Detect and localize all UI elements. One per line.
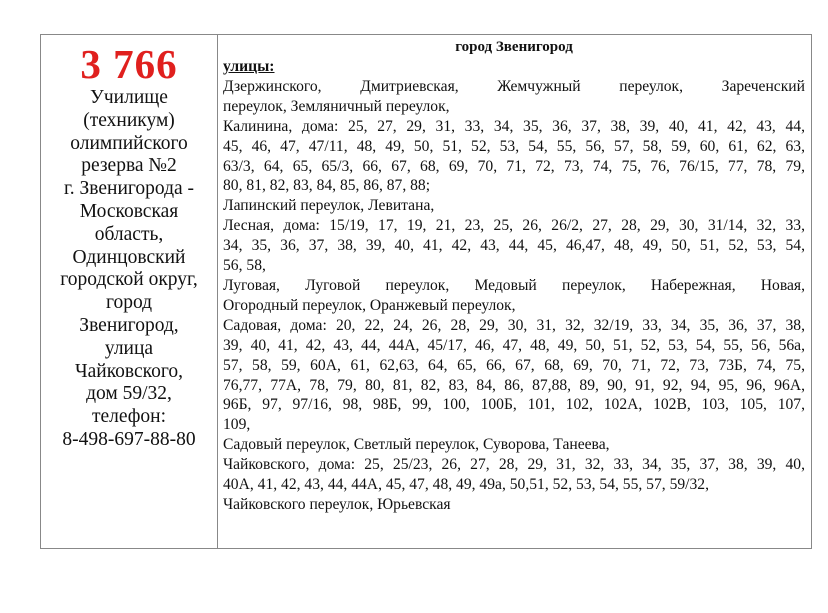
address-line: олимпийского	[70, 132, 188, 154]
address-line: Одинцовский	[72, 246, 186, 268]
street-line: Чайковского, дома: 25, 25/23, 26, 27, 28, 29, 31, 32, 33, 34, 35, 37, 38, 39, 40,	[223, 456, 805, 474]
street-line: 109,	[223, 416, 251, 434]
streets-list	[223, 77, 805, 515]
address-line: Звенигород,	[79, 314, 179, 336]
street-line: Чайковского переулок, Юрьевская	[223, 495, 451, 513]
street-line: Луговая, Луговой переулок, Медовый переулок, Набережная, Новая,	[223, 276, 805, 294]
street-line: переулок, Земляничный переулок,	[223, 97, 450, 115]
address-line: город	[105, 292, 153, 314]
station-address	[41, 87, 217, 452]
street-line: Дзержинского, Дмитриевская, Жемчужный переулок, Зареченский	[223, 77, 805, 95]
city-title: город Звенигород	[455, 39, 573, 55]
street-line: 45, 46, 47, 47/11, 48, 49, 50, 51, 52, 53, 54, 55, 56, 57, 58, 59, 60, 61, 62, 63,	[223, 137, 805, 155]
street-line: 40А, 41, 42, 43, 44, 44А, 45, 47, 48, 49, 49а, 50,51, 52, 53, 54, 55, 57, 59/32,	[223, 476, 709, 494]
street-line: Калинина, дома: 25, 27, 29, 31, 33, 34, 35, 36, 37, 38, 39, 40, 41, 42, 43, 44,	[223, 117, 805, 135]
street-line: Огородный переулок, Оранжевый переулок,	[223, 296, 516, 314]
polling-station-cell	[41, 35, 218, 548]
address-line: г. Звенигорода -	[63, 178, 195, 200]
streets-header: улицы:	[223, 58, 275, 75]
address-line: Чайковского,	[74, 360, 184, 382]
address-line: городской округ,	[60, 269, 198, 291]
address-line: телефон:	[91, 406, 167, 428]
street-line: Лапинский переулок, Левитана,	[223, 197, 435, 215]
street-line: 80, 81, 82, 83, 84, 85, 86, 87, 88;	[223, 177, 431, 195]
street-line: 56, 58,	[223, 257, 266, 275]
street-line: 34, 35, 36, 37, 38, 39, 40, 41, 42, 43, 44, 45, 46,47, 48, 49, 50, 51, 52, 53, 54,	[223, 237, 805, 255]
address-line: 8-498-697-88-80	[62, 428, 196, 450]
address-line: область,	[94, 223, 164, 245]
address-line: дом 59/32,	[86, 383, 172, 405]
streets-cell	[218, 35, 811, 548]
street-line: 96Б, 97, 97/16, 98, 98Б, 99, 100, 100Б, 101, 102, 102А, 102В, 103, 105, 107,	[223, 396, 805, 414]
address-line: улица	[104, 337, 154, 359]
street-line: Лесная, дома: 15/19, 17, 19, 21, 23, 25, 26, 26/2, 27, 28, 29, 30, 31/14, 32, 33,	[223, 217, 805, 235]
street-line: Садовый переулок, Светлый переулок, Суворова, Танеева,	[223, 436, 610, 454]
street-line: 39, 40, 41, 42, 43, 44, 44А, 45/17, 46, 47, 48, 49, 50, 51, 52, 53, 54, 55, 56, 56а,	[223, 336, 805, 354]
address-line: Московская	[79, 200, 179, 222]
address-line: резерва №2	[81, 155, 177, 177]
street-line: 57, 58, 59, 60А, 61, 62,63, 64, 65, 66, 67, 68, 69, 70, 71, 72, 73, 73Б, 74, 75,	[223, 356, 805, 374]
street-line: 76,77, 77А, 78, 79, 80, 81, 82, 83, 84, 86, 87,88, 89, 90, 91, 92, 94, 95, 96, 96А,	[223, 376, 805, 394]
address-line: (техникум)	[83, 109, 175, 131]
address-table	[40, 34, 812, 549]
address-line: Училище	[90, 87, 168, 108]
street-line: 63/3, 64, 65, 65/3, 66, 67, 68, 69, 70, 71, 72, 73, 74, 75, 76, 76/15, 77, 78, 79,	[223, 157, 805, 175]
station-number: 3 766	[80, 41, 178, 87]
street-line: Садовая, дома: 20, 22, 24, 26, 28, 29, 30, 31, 32, 32/19, 33, 34, 35, 36, 37, 38,	[223, 316, 805, 334]
